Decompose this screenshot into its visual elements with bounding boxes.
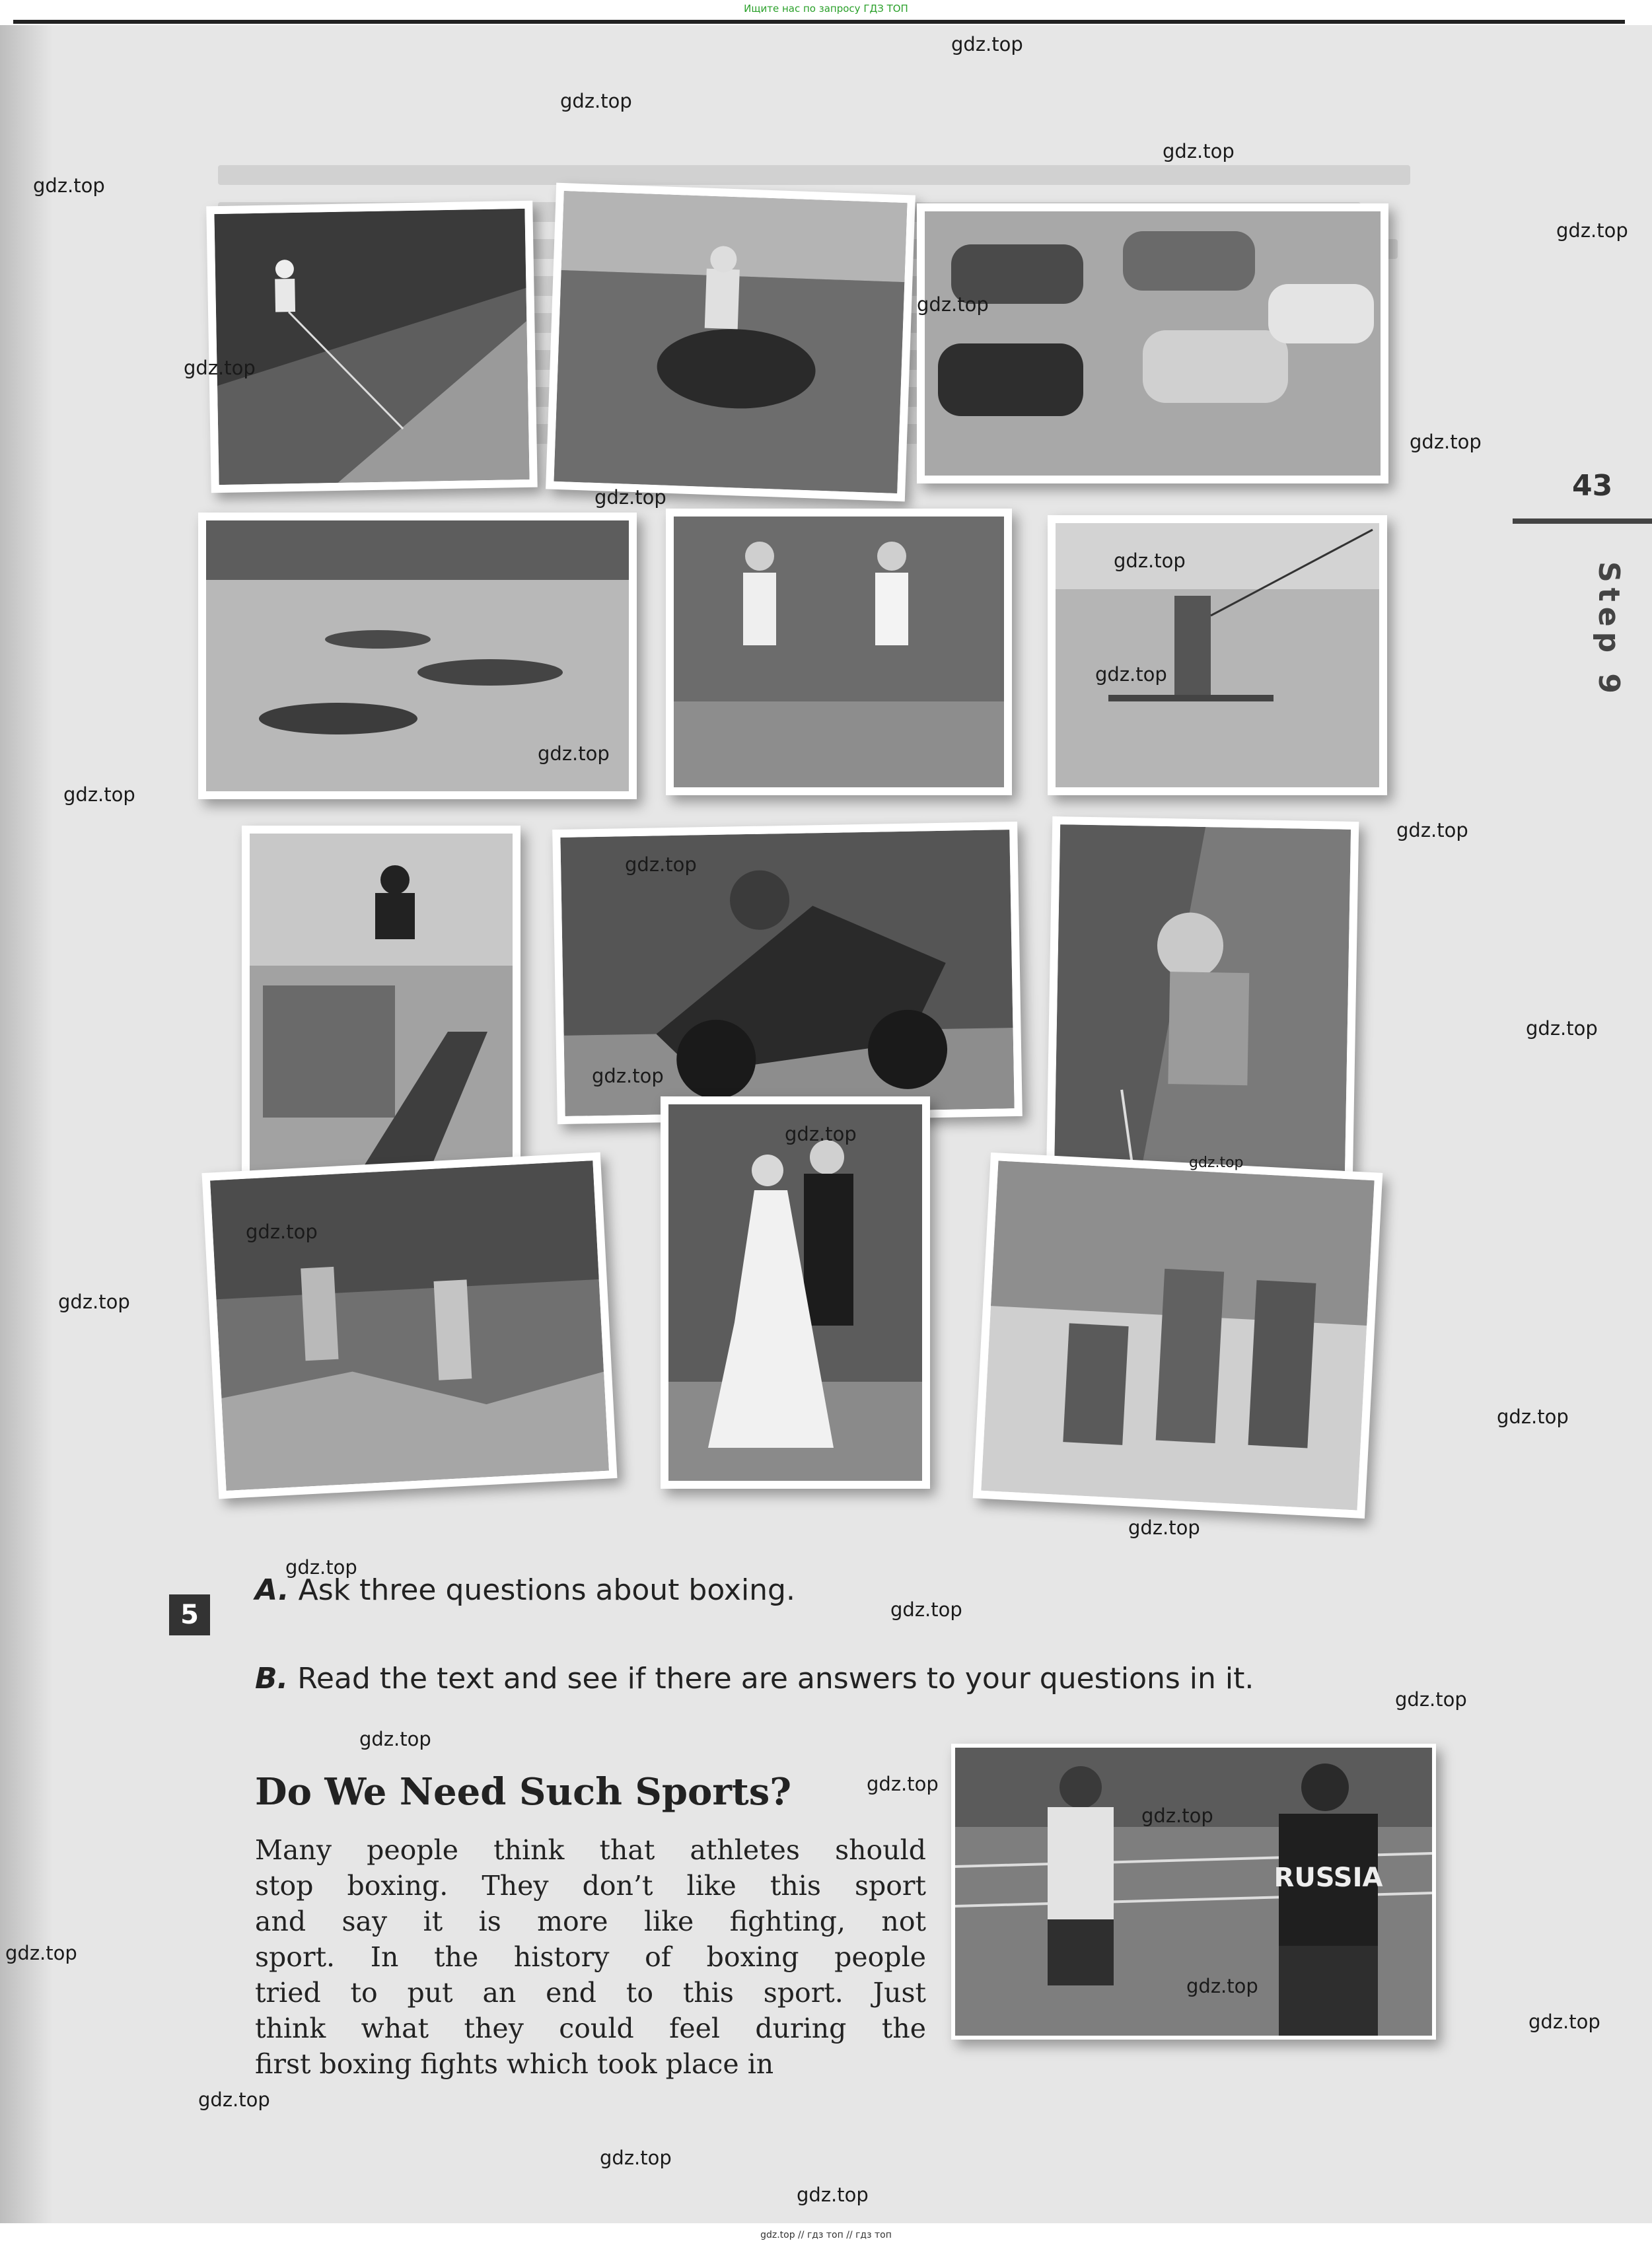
fishing-photo bbox=[1048, 515, 1387, 795]
task-a-text: Ask three questions about boxing. bbox=[298, 1573, 795, 1607]
watermark: gdz.top bbox=[1128, 1516, 1200, 1539]
watermark: gdz.top bbox=[1114, 550, 1186, 572]
watermark: gdz.top bbox=[1186, 1975, 1258, 1997]
watermark: gdz.top bbox=[184, 357, 256, 379]
article-line: sport. In the history of boxing people bbox=[255, 1941, 926, 1973]
article-body bbox=[255, 1832, 926, 2082]
tab-divider bbox=[1513, 518, 1652, 524]
watermark: gdz.top bbox=[797, 2184, 869, 2206]
task-b-text: Read the text and see if there are answers to your questions in it. bbox=[297, 1662, 1254, 1695]
watermark: gdz.top bbox=[285, 1556, 357, 1579]
watermark: gdz.top bbox=[1410, 431, 1482, 453]
watermark: gdz.top bbox=[917, 293, 989, 316]
bungee-jump-photo bbox=[206, 201, 537, 493]
page-binding-shadow bbox=[0, 25, 53, 2223]
hunting-photo bbox=[973, 1153, 1383, 1518]
watermark: gdz.top bbox=[198, 2088, 270, 2111]
watermark: gdz.top bbox=[1528, 2011, 1600, 2033]
watermark: gdz.top bbox=[560, 90, 632, 112]
article-line: tried to put an end to this sport. Just bbox=[255, 1977, 926, 2009]
top-rule bbox=[13, 20, 1625, 24]
watermark: gdz.top bbox=[592, 1065, 664, 1087]
watermark: gdz.top bbox=[1189, 1155, 1244, 1171]
watermark: gdz.top bbox=[1095, 663, 1167, 686]
watermark: gdz.top bbox=[951, 33, 1023, 55]
hiking-photo bbox=[201, 1153, 617, 1499]
parkour-photo bbox=[242, 826, 521, 1198]
watermark: gdz.top bbox=[594, 486, 666, 509]
page-number: 43 bbox=[1572, 469, 1613, 503]
task-b-letter: B. bbox=[255, 1662, 289, 1695]
watermark: gdz.top bbox=[5, 1942, 77, 1964]
watermark: gdz.top bbox=[1395, 1688, 1467, 1711]
boxer-shirt-text: RUSSIA bbox=[1274, 1863, 1383, 1893]
article-line: Many people think that athletes should bbox=[255, 1834, 926, 1866]
task-a-letter: A. bbox=[255, 1573, 289, 1607]
rodeo-photo bbox=[546, 183, 916, 502]
watermark: gdz.top bbox=[890, 1598, 962, 1621]
running-photo bbox=[666, 509, 1012, 795]
watermark: gdz.top bbox=[58, 1291, 130, 1313]
article-line: think what they could feel during the bbox=[255, 2013, 926, 2044]
watermark: gdz.top bbox=[1141, 1804, 1213, 1827]
watermark: gdz.top bbox=[600, 2147, 672, 2169]
article-line: and say it is more like fighting, not bbox=[255, 1906, 926, 1937]
exercise-number-badge: 5 bbox=[169, 1594, 210, 1635]
watermark: gdz.top bbox=[1163, 140, 1235, 162]
article-line: stop boxing. They don’t like this sport bbox=[255, 1870, 926, 1902]
watermark: gdz.top bbox=[246, 1221, 318, 1243]
step-label: Step 9 bbox=[1592, 561, 1626, 699]
watermark: gdz.top bbox=[33, 174, 105, 197]
watermark: gdz.top bbox=[1556, 219, 1628, 242]
watermark: gdz.top bbox=[63, 783, 135, 806]
ballroom-dance-photo bbox=[661, 1096, 930, 1489]
watermark: gdz.top bbox=[359, 1728, 431, 1750]
article-title: Do We Need Such Sports? bbox=[255, 1770, 792, 1814]
page-side-tab bbox=[1513, 462, 1652, 740]
watermark: gdz.top bbox=[785, 1123, 857, 1145]
top-banner-text[interactable]: Ищите нас по запросу ГДЗ ТОП bbox=[744, 3, 908, 15]
watermark: gdz.top bbox=[1396, 819, 1468, 841]
watermark: gdz.top bbox=[867, 1773, 939, 1795]
task-b bbox=[255, 1659, 1254, 1699]
watermark: gdz.top bbox=[1526, 1017, 1598, 1040]
watermark: gdz.top bbox=[1497, 1406, 1569, 1428]
article-line: first boxing fights which took place in bbox=[255, 2048, 774, 2080]
watermark: gdz.top bbox=[625, 853, 697, 876]
watermark: gdz.top bbox=[538, 742, 610, 765]
bottom-banner-text[interactable]: gdz.top // гдз топ // гдз топ bbox=[760, 2230, 892, 2240]
car-racing-photo bbox=[917, 203, 1388, 483]
